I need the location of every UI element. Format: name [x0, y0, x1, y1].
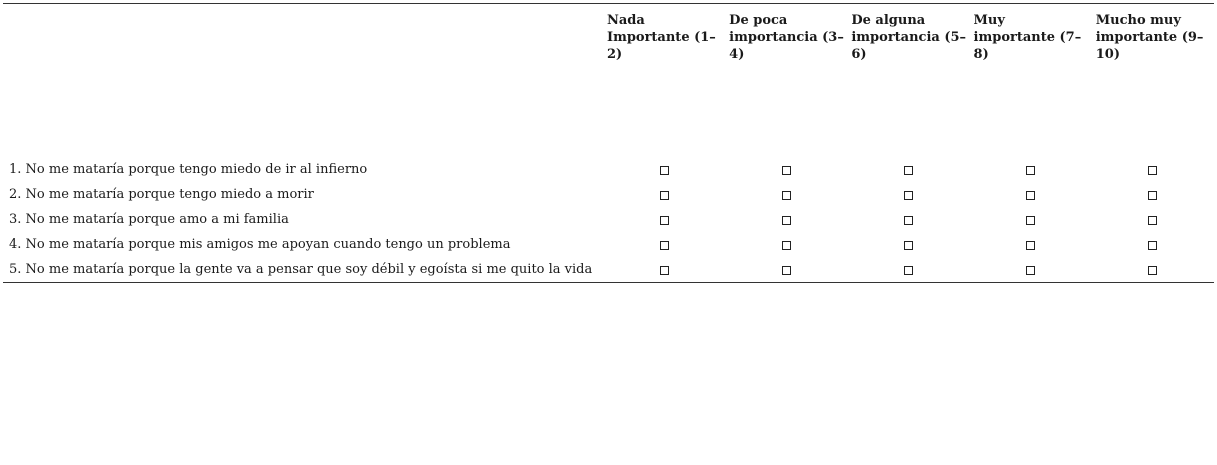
option-cell — [603, 257, 725, 283]
checkbox-q4-opt2[interactable] — [782, 241, 791, 250]
option-cell — [970, 232, 1092, 257]
option-cell — [725, 232, 847, 257]
option-cell — [725, 257, 847, 283]
header-nada-importante: Nada Importante (1–2) — [606, 13, 716, 62]
checkbox-q2-opt2[interactable] — [782, 191, 791, 200]
header-row — [3, 4, 1214, 157]
question-text: 5. No me mataría porque la gente va a pensar que soy débil y egoísta si me quito la vida — [9, 261, 593, 277]
option-cell — [1092, 257, 1214, 283]
header-de-poca-importancia: De poca importancia (3–4) — [729, 13, 844, 62]
checkbox-q1-opt1[interactable] — [660, 166, 669, 175]
option-cell — [847, 257, 969, 283]
checkbox-q2-opt4[interactable] — [1026, 191, 1035, 200]
option-cell — [1092, 182, 1214, 207]
survey-table — [3, 3, 1214, 283]
checkbox-q5-opt4[interactable] — [1026, 266, 1035, 275]
option-cell — [970, 157, 1092, 182]
checkbox-q4-opt3[interactable] — [904, 241, 913, 250]
checkbox-q5-opt1[interactable] — [660, 266, 669, 275]
checkbox-q1-opt2[interactable] — [782, 166, 791, 175]
option-cell — [847, 157, 969, 182]
option-cell — [725, 157, 847, 182]
option-cell — [725, 207, 847, 232]
table-row — [3, 182, 1214, 207]
checkbox-q1-opt3[interactable] — [904, 166, 913, 175]
option-cell — [970, 257, 1092, 283]
table-row — [3, 257, 1214, 283]
checkbox-q3-opt2[interactable] — [782, 216, 791, 225]
option-cell — [1092, 232, 1214, 257]
checkbox-q5-opt3[interactable] — [904, 266, 913, 275]
checkbox-q3-opt3[interactable] — [904, 216, 913, 225]
checkbox-q5-opt5[interactable] — [1148, 266, 1157, 275]
option-cell — [847, 182, 969, 207]
header-question — [3, 4, 603, 157]
checkbox-q4-opt5[interactable] — [1148, 241, 1157, 250]
checkbox-q3-opt5[interactable] — [1148, 216, 1157, 225]
checkbox-q3-opt1[interactable] — [660, 216, 669, 225]
table-row — [3, 232, 1214, 257]
table-row — [3, 207, 1214, 232]
checkbox-q4-opt1[interactable] — [660, 241, 669, 250]
option-cell — [847, 232, 969, 257]
option-cell — [1092, 207, 1214, 232]
checkbox-q1-opt5[interactable] — [1148, 166, 1157, 175]
header-de-alguna-importancia: De alguna importancia (5–6) — [851, 13, 967, 62]
checkbox-q3-opt4[interactable] — [1026, 216, 1035, 225]
checkbox-q1-opt4[interactable] — [1026, 166, 1035, 175]
question-text: 2. No me mataría porque tengo miedo a morir — [9, 186, 314, 202]
checkbox-q2-opt5[interactable] — [1148, 191, 1157, 200]
option-cell — [1092, 157, 1214, 182]
option-cell — [970, 207, 1092, 232]
option-cell — [603, 182, 725, 207]
option-cell — [603, 232, 725, 257]
option-cell — [603, 157, 725, 182]
option-cell — [847, 207, 969, 232]
question-text: 1. No me mataría porque tengo miedo de ir al infierno — [9, 161, 368, 177]
option-cell — [970, 182, 1092, 207]
checkbox-q4-opt4[interactable] — [1026, 241, 1035, 250]
option-cell — [603, 207, 725, 232]
table-row — [3, 157, 1214, 182]
checkbox-q2-opt1[interactable] — [660, 191, 669, 200]
header-mucho-muy-importante: Mucho muy importante (9–10) — [1095, 13, 1204, 62]
question-text: 3. No me mataría porque amo a mi familia — [9, 211, 289, 227]
question-text: 4. No me mataría porque mis amigos me apoyan cuando tengo un problema — [9, 236, 511, 252]
checkbox-q2-opt3[interactable] — [904, 191, 913, 200]
option-cell — [725, 182, 847, 207]
checkbox-q5-opt2[interactable] — [782, 266, 791, 275]
header-muy-importante: Muy importante (7–8) — [973, 13, 1082, 62]
